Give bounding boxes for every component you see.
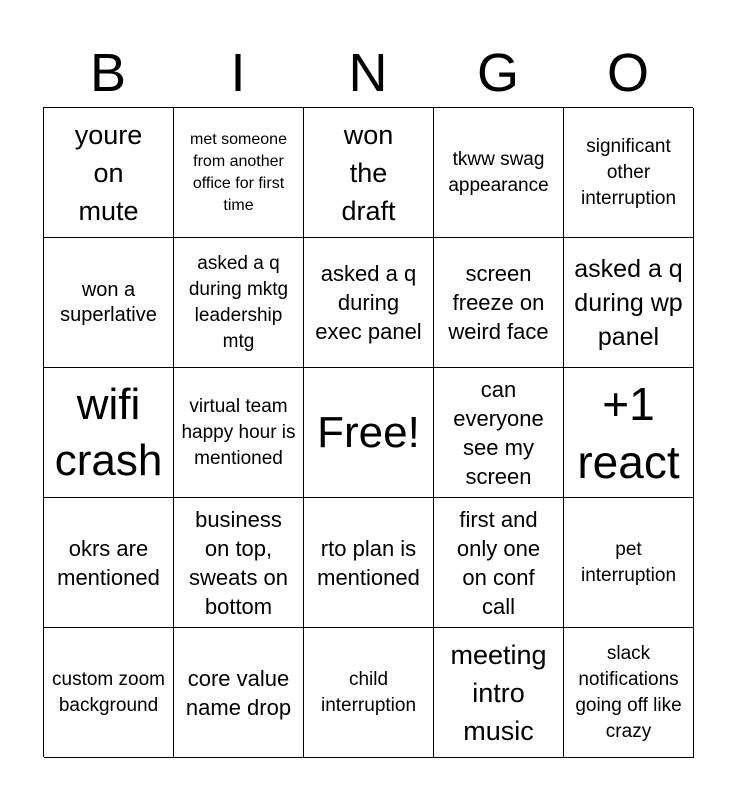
bingo-cell[interactable]: [434, 628, 564, 758]
header-letter-b: B: [89, 43, 127, 103]
cell-text: asked a q during exec panel: [315, 261, 422, 344]
cell-text: screen freeze on weird face: [448, 261, 549, 344]
cell-text: business on top, sweats on bottom: [188, 506, 289, 619]
cell-text: tkww swag appearance: [448, 148, 549, 196]
bingo-cell[interactable]: [174, 108, 304, 238]
bingo-cell[interactable]: [44, 498, 174, 628]
bingo-cell[interactable]: [434, 368, 564, 498]
bingo-cell[interactable]: [304, 628, 434, 758]
bingo-header: [43, 40, 693, 106]
bingo-cell[interactable]: [304, 238, 434, 368]
cell-text: okrs are mentioned: [57, 535, 160, 590]
cell-text: custom zoom background: [52, 668, 165, 716]
bingo-cell[interactable]: [44, 238, 174, 368]
bingo-cell[interactable]: [564, 498, 694, 628]
cell-text: met someone from another office for first time: [190, 130, 287, 214]
bingo-cell[interactable]: [174, 498, 304, 628]
bingo-cell[interactable]: [564, 108, 694, 238]
bingo-cell[interactable]: [44, 628, 174, 758]
bingo-cell[interactable]: [564, 368, 694, 498]
cell-text: pet interruption: [580, 538, 677, 586]
cell-text: significant other interruption: [580, 135, 677, 209]
bingo-cell[interactable]: [434, 238, 564, 368]
cell-text: won the draft: [341, 119, 396, 226]
header-letter-o: O: [606, 43, 649, 103]
cell-text: virtual team happy hour is mentioned: [181, 395, 296, 469]
cell-text: meeting intro music: [450, 639, 547, 746]
cell-text: Free!: [317, 407, 420, 457]
header-letter-i: I: [230, 43, 246, 103]
bingo-cell[interactable]: [174, 628, 304, 758]
bingo-cell[interactable]: [304, 498, 434, 628]
header-letter-g: G: [476, 43, 519, 103]
bingo-cell[interactable]: [304, 108, 434, 238]
bingo-cell[interactable]: [434, 108, 564, 238]
cell-text: asked a q during wp panel: [574, 254, 683, 351]
bingo-cell[interactable]: [564, 628, 694, 758]
header-letter-n: N: [348, 43, 388, 103]
bingo-cell[interactable]: [434, 498, 564, 628]
cell-text: can everyone see my screen: [453, 376, 544, 489]
cell-text: core value name drop: [185, 665, 292, 720]
cell-text: child interruption: [320, 668, 417, 716]
cell-text: rto plan is mentioned: [317, 535, 420, 590]
cell-text: slack notifications going off like crazy: [575, 642, 682, 742]
cell-text: +1 react: [577, 377, 680, 488]
cell-text: won a superlative: [60, 278, 157, 326]
cell-text: asked a q during mktg leadership mtg: [188, 252, 289, 352]
bingo-cell[interactable]: [174, 238, 304, 368]
bingo-cell[interactable]: [44, 368, 174, 498]
cell-text: youre on mute: [74, 119, 143, 226]
free-space-cell[interactable]: [304, 368, 434, 498]
bingo-cell[interactable]: [174, 368, 304, 498]
cell-text: first and only one on conf call: [456, 506, 541, 619]
bingo-cell[interactable]: [564, 238, 694, 368]
cell-text: wifi crash: [54, 379, 163, 485]
bingo-cell[interactable]: [44, 108, 174, 238]
bingo-board: [43, 107, 693, 757]
